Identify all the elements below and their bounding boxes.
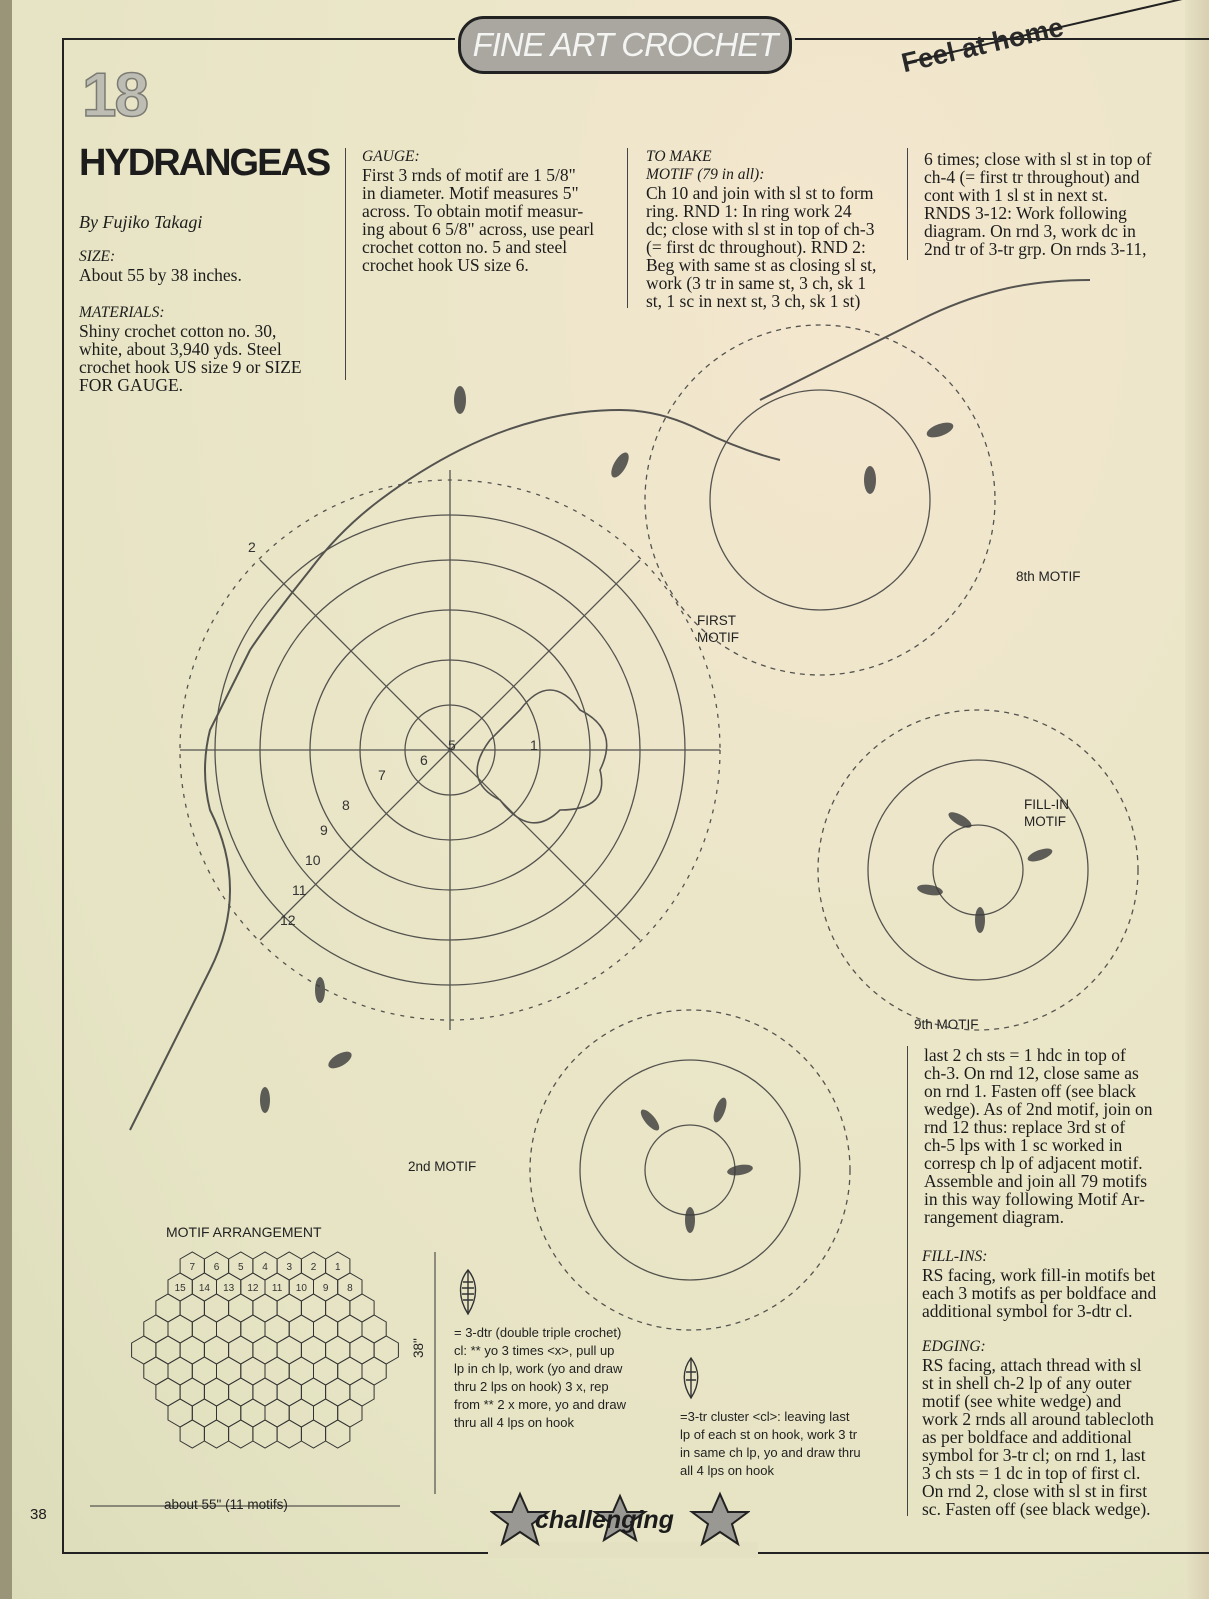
motif-hexagon	[362, 1357, 386, 1385]
motif-hexagon	[229, 1378, 253, 1406]
gauge-line: in diameter. Motif measures 5"	[362, 183, 579, 203]
motif-number: 11	[271, 1283, 283, 1294]
motif-hexagon	[265, 1399, 289, 1427]
motif-number: 12	[247, 1283, 259, 1294]
ninth-motif-label: 9th MOTIF	[914, 1017, 979, 1032]
page-number: 38	[30, 1506, 47, 1523]
edging-section	[922, 1338, 1170, 1518]
gauge-section	[362, 148, 614, 274]
fill-ins-line: RS facing, work fill-in motifs bet	[922, 1265, 1156, 1285]
arrangement-title: MOTIF ARRANGEMENT	[166, 1224, 322, 1240]
assembly-line: Assemble and join all 79 motifs	[924, 1171, 1148, 1191]
motif-number: 7	[189, 1262, 196, 1273]
motif-hexagon	[168, 1315, 192, 1343]
motif-number: 9	[322, 1283, 329, 1294]
to-make-line: (= first dc throughout). RND 2:	[646, 237, 866, 257]
motif-hexagon	[289, 1315, 313, 1343]
edging-line: symbol for 3-tr cl; on rnd 1, last	[922, 1445, 1146, 1465]
assembly-line: ch-5 lps with 1 sc worked in	[924, 1135, 1123, 1155]
tr-cluster-symbol	[680, 1356, 702, 1400]
to-make-line: Ch 10 and join with sl st to form	[646, 183, 874, 203]
round-number: 10	[305, 852, 321, 868]
rounds-section	[924, 150, 1170, 258]
motif-hexagon	[144, 1357, 168, 1385]
column-divider	[907, 148, 908, 260]
motif-hexagon	[362, 1315, 386, 1343]
motif-subheading: MOTIF (79 in all):	[646, 166, 765, 183]
magazine-title: FINE ART CROCHET	[472, 26, 778, 63]
motif-hexagon	[132, 1336, 156, 1364]
motif-hexagon	[217, 1315, 241, 1343]
size-heading: SIZE:	[79, 248, 116, 265]
motif-hexagon	[326, 1420, 350, 1448]
motif-hexagon	[374, 1336, 398, 1364]
materials-line: Shiny crochet cotton no. 30,	[79, 321, 277, 341]
gauge-line: crochet hook US size 6.	[362, 255, 529, 275]
difficulty-label: challenging	[535, 1506, 674, 1534]
to-make-heading: TO MAKE	[646, 148, 712, 165]
motif-hexagon	[253, 1378, 277, 1406]
motif-hexagon	[350, 1378, 374, 1406]
motif-hexagon	[338, 1315, 362, 1343]
motif-hexagon	[314, 1315, 338, 1343]
motif-hexagon	[168, 1399, 192, 1427]
motif-number: 8	[347, 1283, 353, 1294]
round-number: 7	[378, 767, 386, 783]
motif-hexagon	[253, 1336, 277, 1364]
motif-hexagon	[156, 1378, 180, 1406]
round-number: 6	[420, 752, 428, 768]
motif-hexagon	[241, 1357, 265, 1385]
page-binding-edge	[0, 0, 12, 1599]
edging-line: as per boldface and additional	[922, 1427, 1132, 1447]
motif-hexagon	[338, 1399, 362, 1427]
motif-hexagon	[180, 1378, 204, 1406]
motif-number: 5	[237, 1262, 244, 1273]
to-make-line: st, 1 sc in next st, 3 ch, sk 1 st)	[646, 291, 861, 311]
materials-line: white, about 3,940 yds. Steel	[79, 339, 282, 359]
pattern-title: HYDRANGEAS	[79, 142, 330, 184]
motif-hexagon	[301, 1294, 325, 1322]
pattern-author: By Fujiko Takagi	[79, 212, 203, 232]
motif-arrangement-diagram	[80, 1244, 450, 1524]
fill-ins-heading: FILL-INS:	[922, 1248, 988, 1265]
gauge-line: ing about 6 5/8" across, use pearl	[362, 219, 595, 239]
fill-ins-section	[922, 1248, 1170, 1320]
to-make-line: work (3 tr in same st, 3 ch, sk 1	[646, 273, 867, 293]
gauge-line: First 3 rnds of motif are 1 5/8"	[362, 165, 576, 185]
motif-hexagon	[277, 1294, 301, 1322]
second-motif-label: 2nd MOTIF	[408, 1159, 477, 1174]
arrangement-width-label: about 55" (11 motifs)	[164, 1497, 288, 1512]
motif-hexagon	[253, 1294, 277, 1322]
motif-hexagon	[265, 1315, 289, 1343]
edging-line: work 2 rnds all around tablecloth	[922, 1409, 1154, 1429]
first-motif-label: FIRST MOTIF	[697, 613, 739, 645]
tr-cluster-legend: =3-tr cluster <cl>: leaving last lp of each st on hook, work 3 tr in same ch lp, yo and draw thru all 4 lps on hook	[680, 1409, 861, 1478]
motif-hexagon	[301, 1336, 325, 1364]
edging-heading: EDGING:	[922, 1338, 986, 1355]
motif-hexagon	[204, 1336, 228, 1364]
motif-hexagon	[289, 1399, 313, 1427]
motif-hexagon	[192, 1357, 216, 1385]
rounds-line: RNDS 3-12: Work following	[924, 203, 1127, 223]
motif-hexagon	[156, 1336, 180, 1364]
motif-hexagon	[265, 1357, 289, 1385]
motif-hexagon	[253, 1420, 277, 1448]
edging-line: sc. Fasten off (see black wedge).	[922, 1499, 1151, 1519]
to-make-line: dc; close with sl st in top of ch-3	[646, 219, 875, 239]
magazine-title-badge	[458, 16, 792, 74]
motif-hexagon	[289, 1357, 313, 1385]
gauge-line: across. To obtain motif measur-	[362, 201, 584, 221]
motif-hexagon	[277, 1420, 301, 1448]
motif-number: 6	[213, 1262, 220, 1273]
fill-ins-line: each 3 motifs as per boldface and	[922, 1283, 1157, 1303]
motif-hexagon	[204, 1378, 228, 1406]
rounds-line: ch-4 (= first tr throughout) and	[924, 167, 1140, 187]
arrangement-height-label: 38"	[411, 1338, 426, 1358]
edging-line: 3 ch sts = 1 dc in top of first cl.	[922, 1463, 1141, 1483]
motif-hexagon	[229, 1420, 253, 1448]
motif-number: 2	[310, 1262, 317, 1273]
motif-hexagon	[217, 1357, 241, 1385]
to-make-line: Beg with same st as closing sl st,	[646, 255, 877, 275]
edging-line: On rnd 2, close with sl st in first	[922, 1481, 1148, 1501]
motif-hexagon	[301, 1378, 325, 1406]
edging-line: motif (see white wedge) and	[922, 1391, 1122, 1411]
round-number: 9	[320, 822, 328, 838]
motif-number: 15	[174, 1283, 186, 1294]
edging-line: RS facing, attach thread with sl	[922, 1355, 1142, 1375]
size-text: About 55 by 38 inches.	[79, 265, 242, 285]
motif-hexagon	[350, 1336, 374, 1364]
motif-hexagon	[301, 1420, 325, 1448]
motif-hexagon	[277, 1336, 301, 1364]
motif-hexagon	[326, 1378, 350, 1406]
motif-hexagon	[217, 1399, 241, 1427]
column-divider	[907, 1046, 908, 1516]
round-number: 1	[530, 737, 538, 753]
gauge-heading: GAUGE:	[362, 148, 420, 165]
motif-hexagon	[180, 1336, 204, 1364]
assembly-line: rangement diagram.	[924, 1207, 1064, 1227]
motif-number: 4	[262, 1262, 268, 1273]
gauge-line: crochet cotton no. 5 and steel	[362, 237, 568, 257]
rounds-line: diagram. On rnd 3, work dc in	[924, 221, 1136, 241]
rounds-line: 2nd tr of 3-tr grp. On rnds 3-11,	[924, 239, 1147, 259]
round-number: 11	[292, 882, 307, 898]
assembly-line: ch-3. On rnd 12, close same as	[924, 1063, 1139, 1083]
round-number: 2	[248, 539, 256, 555]
motif-hexagon	[229, 1336, 253, 1364]
motif-hexagon	[338, 1357, 362, 1385]
motif-hexagon	[156, 1294, 180, 1322]
motif-hexagon	[241, 1315, 265, 1343]
to-make-line: ring. RND 1: In ring work 24	[646, 201, 852, 221]
motif-number: 10	[295, 1283, 307, 1294]
fill-ins-line: additional symbol for 3-dtr cl.	[922, 1301, 1133, 1321]
motif-hexagon	[326, 1294, 350, 1322]
rounds-line: 6 times; close with sl st in top of	[924, 149, 1152, 169]
assembly-line: in this way following Motif Ar-	[924, 1189, 1145, 1209]
motif-number: 14	[198, 1283, 210, 1294]
assembly-line: on rnd 1. Fasten off (see black	[924, 1081, 1137, 1101]
rounds-line: cont with 1 sl st in next st.	[924, 185, 1108, 205]
assembly-line: rnd 12 thus: replace 3rd st of	[924, 1117, 1126, 1137]
motif-hexagon	[314, 1399, 338, 1427]
motif-hexagon	[192, 1399, 216, 1427]
edging-line: st in shell ch-2 lp of any outer	[922, 1373, 1132, 1393]
motif-hexagon	[204, 1420, 228, 1448]
motif-hexagon	[314, 1357, 338, 1385]
motif-number: 1	[334, 1262, 341, 1273]
motif-hexagon	[180, 1294, 204, 1322]
motif-hexagon	[350, 1294, 374, 1322]
round-numbers	[248, 539, 538, 928]
materials-heading: MATERIALS:	[79, 304, 165, 321]
dtr-cluster-symbol	[456, 1268, 480, 1316]
assembly-line: last 2 ch sts = 1 hdc in top of	[924, 1045, 1126, 1065]
round-number: 8	[342, 797, 350, 813]
pattern-number: 18	[82, 61, 147, 130]
round-number: 5	[448, 737, 456, 753]
motif-number: 3	[286, 1262, 293, 1273]
motif-hexagon	[168, 1357, 192, 1385]
materials-line: FOR GAUGE.	[79, 375, 184, 395]
motif-hexagon	[241, 1399, 265, 1427]
motif-hexagon	[180, 1420, 204, 1448]
motif-number: 13	[223, 1283, 235, 1294]
assembly-line: corresp ch lp of adjacent motif.	[924, 1153, 1143, 1173]
motif-hexagon	[144, 1315, 168, 1343]
motif-hexagon	[229, 1294, 253, 1322]
assembly-section	[924, 1046, 1170, 1226]
motif-hexagon	[277, 1378, 301, 1406]
assembly-line: wedge). As of 2nd motif, join on	[924, 1099, 1153, 1119]
motif-hexagon	[192, 1315, 216, 1343]
materials-line: crochet hook US size 9 or SIZE	[79, 357, 302, 377]
motif-hexagon	[326, 1336, 350, 1364]
fill-in-motif-label: FILL-IN MOTIF	[1024, 797, 1070, 829]
motif-hexagon	[204, 1294, 228, 1322]
eighth-motif-label: 8th MOTIF	[1016, 569, 1081, 584]
dtr-cluster-legend: = 3-dtr (double triple crochet) cl: ** yo 3 times <x>, pull up lp in ch lp, work (yo and draw thru 2 lps on hook) 3 x, rep from ** 2 x more, yo and draw thru all 4 lps on hook	[454, 1325, 626, 1430]
round-number: 12	[280, 912, 296, 928]
